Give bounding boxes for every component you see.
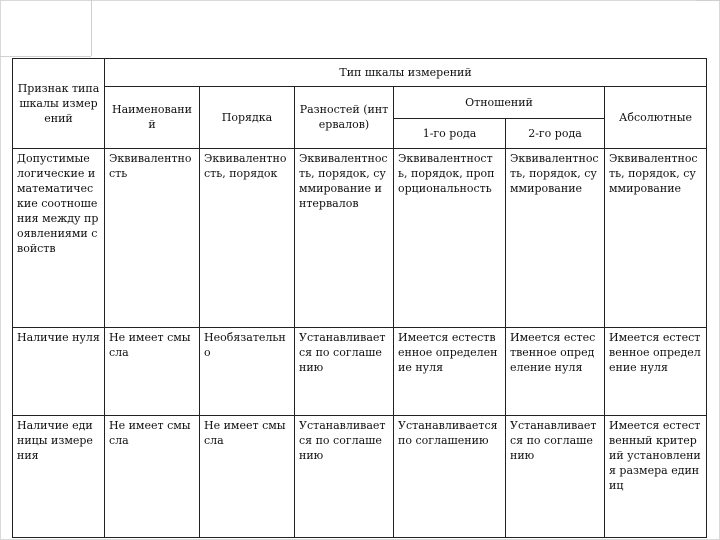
table-cell: Не имеет смысла — [105, 416, 200, 538]
table-cell: Имеется естественное определение нуля — [394, 328, 506, 416]
header-ratio-first-kind: 1-го рода — [394, 118, 506, 148]
table-row — [13, 328, 707, 416]
slide-decoration-corner-rule — [696, 0, 720, 1]
slide-decoration-horizontal-rule — [0, 56, 91, 57]
header-naming: Наименований — [105, 86, 200, 148]
table-cell: Устанавливается по соглашению — [506, 416, 605, 538]
table-cell: Устанавливается по соглашению — [295, 416, 394, 538]
slide-decoration-vertical-rule — [91, 0, 92, 56]
table-row — [13, 148, 707, 328]
table-cell: Эквивалентность, порядок, суммирование интервалов — [295, 148, 394, 328]
table-cell: Эквивалентность, порядок, пропорциональность — [394, 148, 506, 328]
header-scale-type: Тип шкалы измерений — [105, 59, 707, 87]
header-order: Порядка — [200, 86, 295, 148]
table-cell: Эквивалентность — [105, 148, 200, 328]
table-cell: Необязательно — [200, 328, 295, 416]
header-sign: Признак типа шкалы измерений — [13, 59, 105, 149]
measurement-scales-table — [12, 58, 707, 538]
header-ratios: Отношений — [394, 86, 605, 118]
table-cell: Имеется естественное определение нуля — [605, 328, 707, 416]
row-label: Допустимые логические и математические соотношения между проявлениями свойств — [13, 148, 105, 328]
row-label: Наличие единицы измерения — [13, 416, 105, 538]
table-cell: Эквивалентность, порядок — [200, 148, 295, 328]
header-intervals: Разностей (интервалов) — [295, 86, 394, 148]
table-row — [13, 416, 707, 538]
row-label: Наличие нуля — [13, 328, 105, 416]
table-cell: Эквивалентность, порядок, суммирование — [506, 148, 605, 328]
table-cell: Не имеет смысла — [200, 416, 295, 538]
table-cell: Не имеет смысла — [105, 328, 200, 416]
header-absolute: Абсолютные — [605, 86, 707, 148]
table-cell: Имеется естественный критерий установления размера единиц — [605, 416, 707, 538]
table-cell: Устанавливается по соглашению — [394, 416, 506, 538]
header-row-middle — [13, 86, 707, 118]
table-cell: Устанавливается по соглашению — [295, 328, 394, 416]
header-row-top — [13, 59, 707, 87]
header-ratio-second-kind: 2-го рода — [506, 118, 605, 148]
table-cell: Эквивалентность, порядок, суммирование — [605, 148, 707, 328]
table-cell: Имеется естественное определение нуля — [506, 328, 605, 416]
